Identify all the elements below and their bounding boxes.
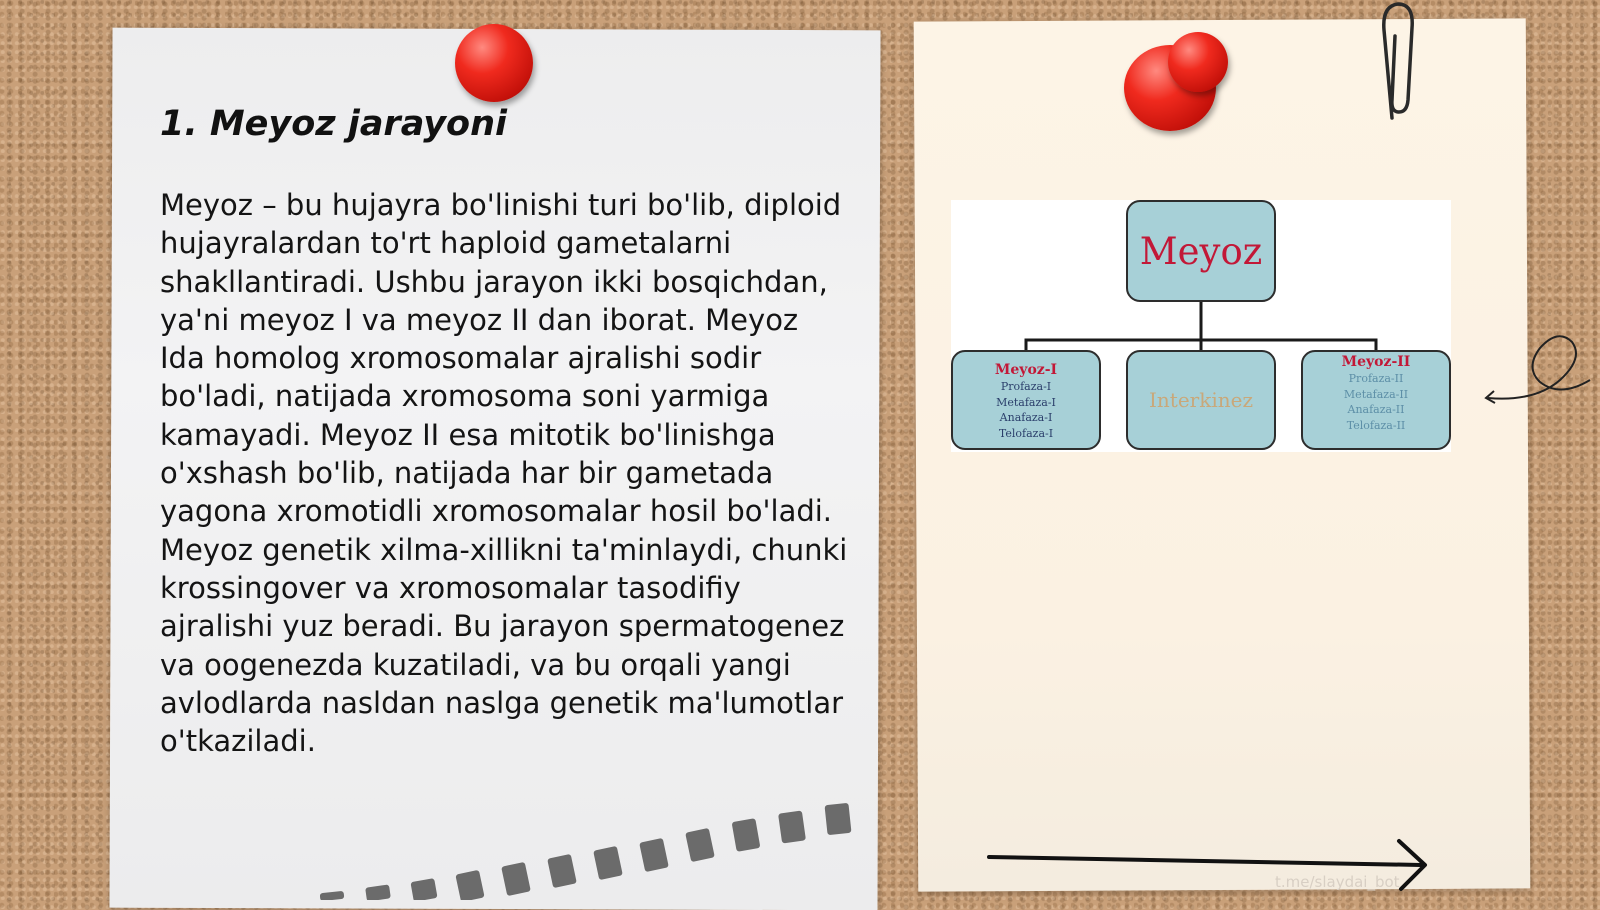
curly-arrow-doodle-icon xyxy=(1480,310,1600,410)
node-title: Meyoz-I xyxy=(994,362,1058,378)
node-item: Telofaza-II xyxy=(1346,418,1406,432)
node-item: Metafaza-II xyxy=(1343,387,1409,401)
diagram-node-meiosis-1 xyxy=(951,350,1101,450)
node-item: Metafaza-I xyxy=(996,395,1056,409)
node-item: Telofaza-I xyxy=(998,426,1054,440)
meiosis-diagram xyxy=(951,200,1451,452)
red-pushpin-icon xyxy=(455,24,533,102)
page-title: 1. Meyoz jarayoni xyxy=(160,104,508,144)
diagram-root-label: Meyoz xyxy=(1139,229,1263,273)
node-item: Anafaza-II xyxy=(1347,403,1405,416)
spiral-binding-decoration xyxy=(320,800,880,900)
node-item: Profaza-II xyxy=(1348,372,1404,385)
node-title: Meyoz-II xyxy=(1341,354,1411,370)
diagram-node-interkinesis xyxy=(1126,350,1276,450)
node-item: Anafaza-I xyxy=(999,411,1053,424)
red-pushpin-head-icon xyxy=(1168,32,1228,92)
paperclip-icon xyxy=(1378,0,1418,125)
watermark-text: t.me/slaydai_bot xyxy=(1275,873,1400,891)
body-paragraph: Meyoz – bu hujayra bo'linishi turi bo'lib, diploid hujayralardan to'rt haploid gametalarni shakllantiradi. Ushbu jarayon ikki bosqichdan, ya'ni meyoz I va meyoz II dan iborat. Meyoz Ida homolog xromosomalar ajralishi sodir bo'ladi, natijada xromosoma soni yarmiga kamayadi. Meyoz II esa mitotik bo'linishga o'xshash bo'lib, natijada har bir gametada yagona xromotidli xromosomalar hosil bo'ladi. Meyoz genetik xilma-xillikni ta'minlaydi, chunki krossingover va xromosomalar tasodifiy ajralishi yuz beradi. Bu jarayon spermatogenez va oogenezda kuzatiladi, va bu orqali yangi avlodlarda nasldan naslga genetik ma'lumotlar o'tkaziladi. xyxy=(160,188,848,759)
node-title: Interkinez xyxy=(1149,388,1253,412)
diagram-root-node xyxy=(1126,200,1276,302)
right-note-paper xyxy=(914,18,1531,891)
diagram-node-meiosis-2 xyxy=(1301,350,1451,450)
node-item: Profaza-I xyxy=(1000,380,1052,393)
